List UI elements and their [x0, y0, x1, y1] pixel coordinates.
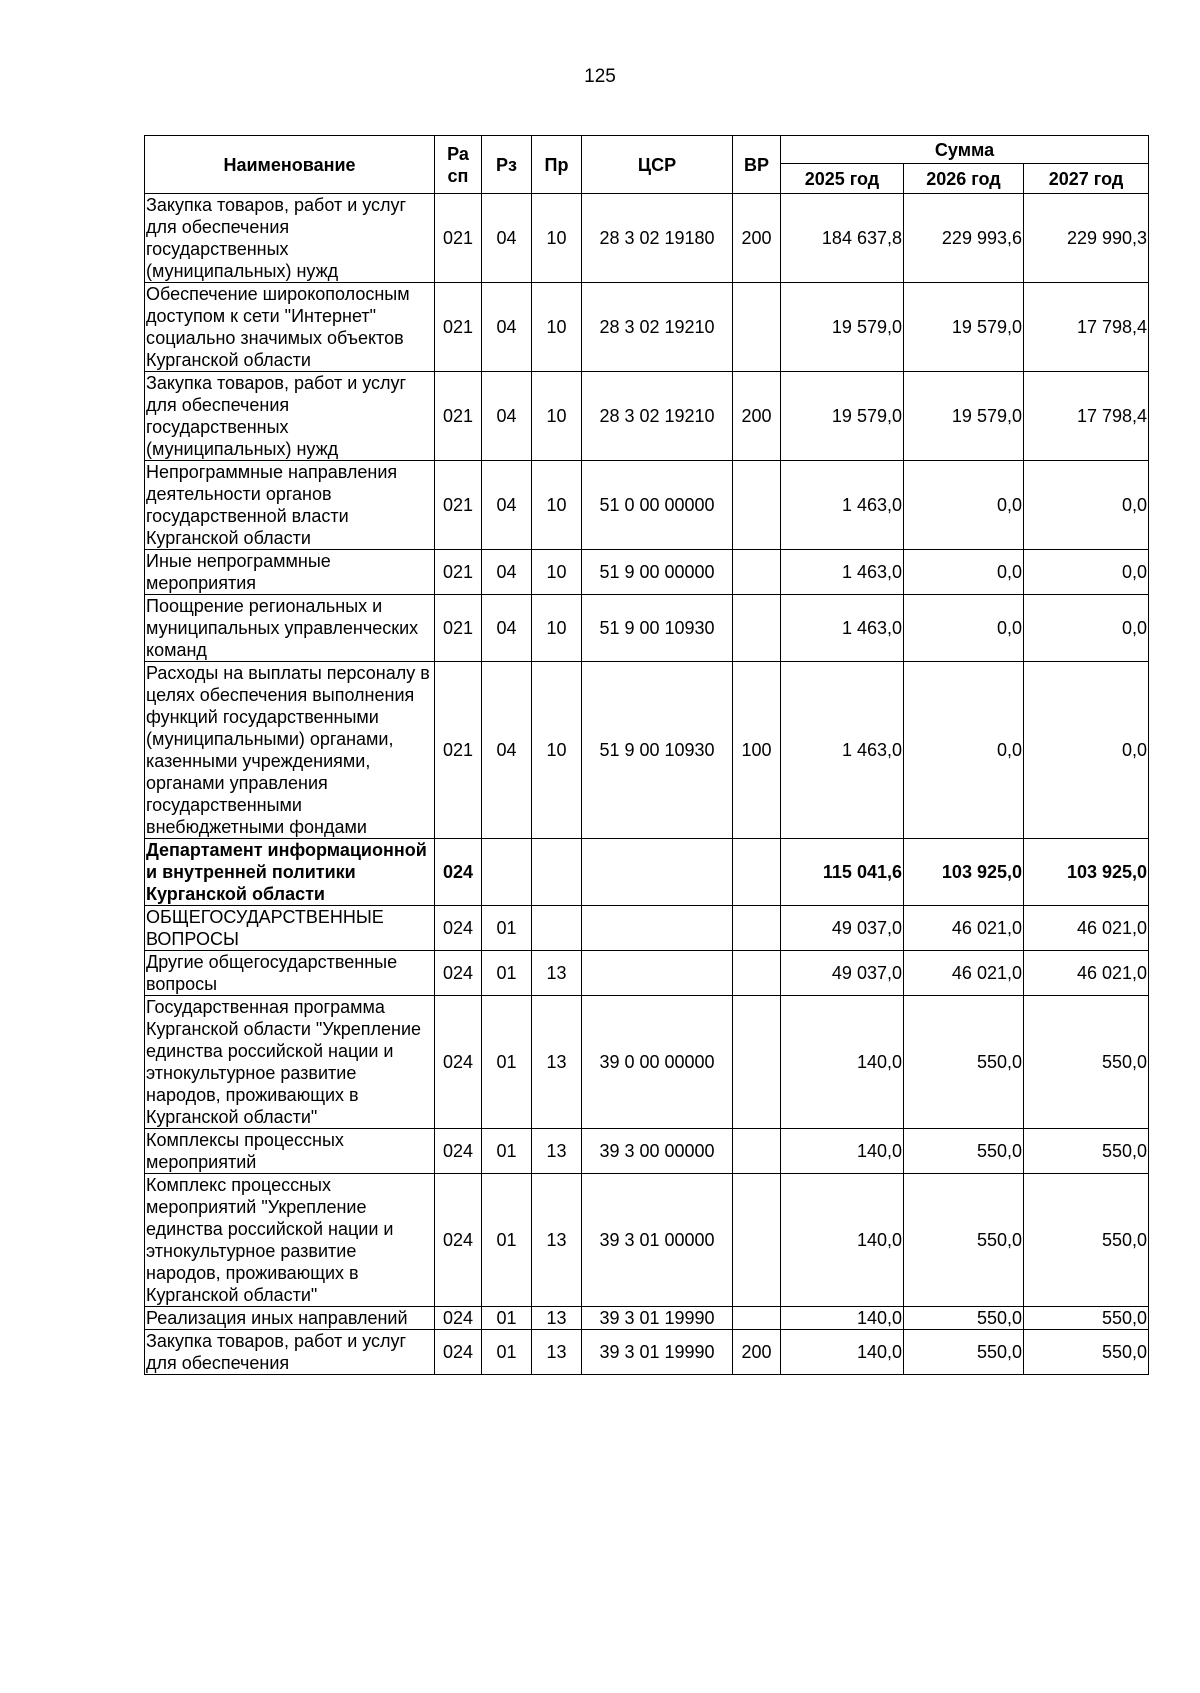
- cell-csr: 51 9 00 10930: [582, 595, 733, 662]
- cell-2027: 550,0: [1024, 1174, 1149, 1307]
- cell-2026: 0,0: [904, 662, 1024, 839]
- cell-2025: 1 463,0: [781, 662, 904, 839]
- cell-csr: [582, 951, 733, 996]
- cell-vr: 200: [733, 194, 781, 283]
- cell-2025: 140,0: [781, 996, 904, 1129]
- cell-rasp: 021: [435, 662, 482, 839]
- cell-2026: 0,0: [904, 595, 1024, 662]
- table-row: [145, 1174, 1149, 1307]
- cell-vr: [733, 1129, 781, 1174]
- cell-csr: [582, 839, 733, 906]
- table-row: [145, 194, 1149, 283]
- cell-csr: 28 3 02 19210: [582, 283, 733, 372]
- table-row: [145, 372, 1149, 461]
- cell-2026: 550,0: [904, 1330, 1024, 1375]
- cell-2027: 0,0: [1024, 662, 1149, 839]
- cell-vr: 100: [733, 662, 781, 839]
- cell-pr: 13: [532, 951, 582, 996]
- cell-2026: 229 993,6: [904, 194, 1024, 283]
- cell-pr: 10: [532, 372, 582, 461]
- cell-2025: 49 037,0: [781, 951, 904, 996]
- cell-vr: [733, 1307, 781, 1330]
- cell-2027: 17 798,4: [1024, 372, 1149, 461]
- cell-rz: 04: [482, 662, 532, 839]
- cell-pr: 13: [532, 1307, 582, 1330]
- budget-table: [144, 135, 1149, 1375]
- cell-2027: 0,0: [1024, 461, 1149, 550]
- cell-pr: 10: [532, 283, 582, 372]
- cell-vr: [733, 1174, 781, 1307]
- cell-2025: 19 579,0: [781, 283, 904, 372]
- cell-name: Комплекс процессных мероприятий "Укрепление единства российской нации и этнокультурное развитие народов, проживающих в Курганской области": [145, 1174, 435, 1307]
- cell-csr: 39 3 01 19990: [582, 1307, 733, 1330]
- cell-2025: 140,0: [781, 1129, 904, 1174]
- cell-rz: 04: [482, 283, 532, 372]
- cell-rz: 01: [482, 996, 532, 1129]
- table-row: [145, 595, 1149, 662]
- cell-pr: 13: [532, 1174, 582, 1307]
- header-rasp-top: Ра: [447, 143, 469, 164]
- cell-2025: 140,0: [781, 1330, 904, 1375]
- cell-vr: 200: [733, 372, 781, 461]
- cell-2027: 46 021,0: [1024, 951, 1149, 996]
- cell-rasp: 021: [435, 194, 482, 283]
- cell-rz: 04: [482, 550, 532, 595]
- table-row: [145, 1330, 1149, 1375]
- cell-2027: 550,0: [1024, 1330, 1149, 1375]
- header-rasp: [435, 136, 482, 194]
- table-row: [145, 996, 1149, 1129]
- cell-rasp: 024: [435, 1174, 482, 1307]
- cell-2026: 46 021,0: [904, 906, 1024, 951]
- cell-vr: [733, 839, 781, 906]
- cell-csr: 39 3 01 19990: [582, 1330, 733, 1375]
- cell-pr: 10: [532, 194, 582, 283]
- cell-name: Иные непрограммные мероприятия: [145, 550, 435, 595]
- header-csr: ЦСР: [582, 136, 733, 194]
- cell-rz: 01: [482, 906, 532, 951]
- cell-2025: 140,0: [781, 1174, 904, 1307]
- cell-rasp: 024: [435, 951, 482, 996]
- table-row: [145, 1307, 1149, 1330]
- table-row: [145, 662, 1149, 839]
- cell-name: Непрограммные направления деятельности органов государственной власти Курганской области: [145, 461, 435, 550]
- cell-rz: 01: [482, 951, 532, 996]
- cell-vr: [733, 951, 781, 996]
- cell-2027: 550,0: [1024, 996, 1149, 1129]
- cell-csr: 51 9 00 10930: [582, 662, 733, 839]
- cell-rasp: 024: [435, 1330, 482, 1375]
- cell-2026: 0,0: [904, 461, 1024, 550]
- cell-rz: 04: [482, 461, 532, 550]
- cell-2026: 550,0: [904, 1174, 1024, 1307]
- cell-csr: 28 3 02 19210: [582, 372, 733, 461]
- cell-2026: 0,0: [904, 550, 1024, 595]
- header-2026: 2026 год: [904, 164, 1024, 194]
- table-body: [145, 194, 1149, 1375]
- cell-rasp: 024: [435, 839, 482, 906]
- cell-name: Закупка товаров, работ и услуг для обеспечения государственных (муниципальных) нужд: [145, 194, 435, 283]
- cell-pr: 13: [532, 1129, 582, 1174]
- cell-rasp: 021: [435, 550, 482, 595]
- table-row: [145, 461, 1149, 550]
- cell-2027: 0,0: [1024, 550, 1149, 595]
- cell-rz: 04: [482, 194, 532, 283]
- cell-2026: 550,0: [904, 1129, 1024, 1174]
- cell-2026: 550,0: [904, 996, 1024, 1129]
- cell-csr: 39 3 01 00000: [582, 1174, 733, 1307]
- cell-2025: 140,0: [781, 1307, 904, 1330]
- table-header: [145, 136, 1149, 194]
- cell-2025: 1 463,0: [781, 461, 904, 550]
- cell-2027: 17 798,4: [1024, 283, 1149, 372]
- cell-2026: 550,0: [904, 1307, 1024, 1330]
- cell-vr: [733, 550, 781, 595]
- cell-2025: 49 037,0: [781, 906, 904, 951]
- cell-2026: 46 021,0: [904, 951, 1024, 996]
- cell-rz: [482, 839, 532, 906]
- cell-2025: 184 637,8: [781, 194, 904, 283]
- header-pr: Пр: [532, 136, 582, 194]
- cell-name: Другие общегосударственные вопросы: [145, 951, 435, 996]
- cell-vr: [733, 595, 781, 662]
- cell-2027: 46 021,0: [1024, 906, 1149, 951]
- cell-csr: 39 0 00 00000: [582, 996, 733, 1129]
- header-vr: ВР: [733, 136, 781, 194]
- cell-rasp: 024: [435, 1307, 482, 1330]
- table-row: [145, 283, 1149, 372]
- cell-name: Закупка товаров, работ и услуг для обеспечения: [145, 1330, 435, 1375]
- cell-vr: 200: [733, 1330, 781, 1375]
- cell-name: Обеспечение широкополосным доступом к сети "Интернет" социально значимых объектов Курганской области: [145, 283, 435, 372]
- cell-pr: 10: [532, 595, 582, 662]
- cell-2027: 550,0: [1024, 1129, 1149, 1174]
- cell-rasp: 021: [435, 595, 482, 662]
- cell-name: Государственная программа Курганской области "Укрепление единства российской нации и этнокультурное развитие народов, проживающих в Курганской области": [145, 996, 435, 1129]
- cell-2025: 19 579,0: [781, 372, 904, 461]
- cell-rasp: 021: [435, 283, 482, 372]
- table-row: [145, 550, 1149, 595]
- cell-2025: 1 463,0: [781, 550, 904, 595]
- header-name: Наименование: [145, 136, 435, 194]
- cell-2026: 103 925,0: [904, 839, 1024, 906]
- table-row: [145, 951, 1149, 996]
- cell-pr: 10: [532, 461, 582, 550]
- cell-vr: [733, 996, 781, 1129]
- cell-2026: 19 579,0: [904, 372, 1024, 461]
- cell-rz: 04: [482, 372, 532, 461]
- cell-rz: 01: [482, 1174, 532, 1307]
- cell-name: ОБЩЕГОСУДАРСТВЕННЫЕ ВОПРОСЫ: [145, 906, 435, 951]
- cell-csr: [582, 906, 733, 951]
- header-2025: 2025 год: [781, 164, 904, 194]
- cell-2027: 550,0: [1024, 1307, 1149, 1330]
- header-sum: Сумма: [781, 136, 1149, 164]
- cell-name: Комплексы процессных мероприятий: [145, 1129, 435, 1174]
- cell-pr: 10: [532, 550, 582, 595]
- cell-vr: [733, 906, 781, 951]
- cell-2025: 115 041,6: [781, 839, 904, 906]
- cell-2025: 1 463,0: [781, 595, 904, 662]
- cell-rasp: 021: [435, 461, 482, 550]
- table-row: [145, 839, 1149, 906]
- cell-pr: 10: [532, 662, 582, 839]
- cell-rz: 01: [482, 1307, 532, 1330]
- table-row: [145, 1129, 1149, 1174]
- cell-pr: [532, 839, 582, 906]
- header-rz: Рз: [482, 136, 532, 194]
- cell-pr: 13: [532, 996, 582, 1129]
- cell-2027: 0,0: [1024, 595, 1149, 662]
- cell-pr: 13: [532, 1330, 582, 1375]
- header-2027: 2027 год: [1024, 164, 1149, 194]
- cell-rz: 01: [482, 1129, 532, 1174]
- cell-vr: [733, 461, 781, 550]
- cell-name: Поощрение региональных и муниципальных управленческих команд: [145, 595, 435, 662]
- cell-name: Департамент информационной и внутренней политики Курганской области: [145, 839, 435, 906]
- cell-csr: 39 3 00 00000: [582, 1129, 733, 1174]
- cell-rasp: 024: [435, 1129, 482, 1174]
- cell-rz: 04: [482, 595, 532, 662]
- header-rasp-bottom: сп: [447, 165, 469, 186]
- cell-2027: 103 925,0: [1024, 839, 1149, 906]
- cell-csr: 51 9 00 00000: [582, 550, 733, 595]
- cell-vr: [733, 283, 781, 372]
- table-row: [145, 906, 1149, 951]
- cell-rz: 01: [482, 1330, 532, 1375]
- cell-rasp: 021: [435, 372, 482, 461]
- cell-name: Расходы на выплаты персоналу в целях обеспечения выполнения функций государственными (муниципальными) органами, казенными учреждениями, органами управления государственными внебюджетными фондами: [145, 662, 435, 839]
- cell-csr: 51 0 00 00000: [582, 461, 733, 550]
- cell-name: Закупка товаров, работ и услуг для обеспечения государственных (муниципальных) нужд: [145, 372, 435, 461]
- cell-2026: 19 579,0: [904, 283, 1024, 372]
- cell-rasp: 024: [435, 906, 482, 951]
- cell-2027: 229 990,3: [1024, 194, 1149, 283]
- cell-pr: [532, 906, 582, 951]
- cell-csr: 28 3 02 19180: [582, 194, 733, 283]
- page-number: 125: [584, 66, 616, 87]
- cell-name: Реализация иных направлений: [145, 1307, 435, 1330]
- cell-rasp: 024: [435, 996, 482, 1129]
